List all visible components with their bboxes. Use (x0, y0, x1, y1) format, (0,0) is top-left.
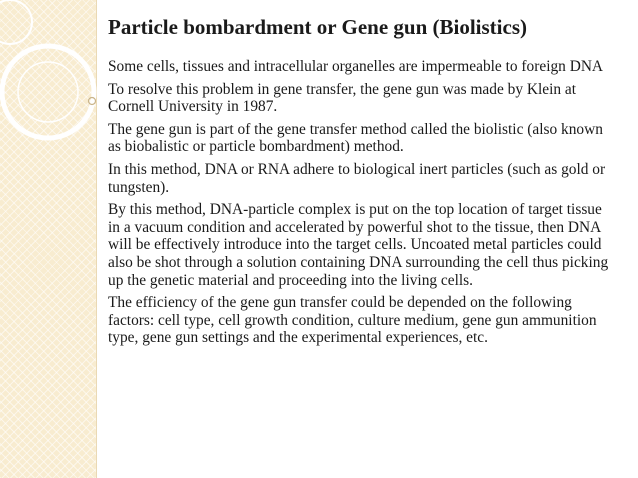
slide-body (108, 58, 616, 352)
slide-title: Particle bombardment or Gene gun (Biolistics) (108, 15, 527, 39)
decor-ring-small (0, 0, 32, 44)
paragraph-impermeable: Some cells, tissues and intracellular organelles are impermeable to foreign DNA (108, 58, 604, 75)
decor-ring-large (2, 46, 94, 138)
decor-ring-inner (18, 62, 78, 122)
paragraph-vacuum-process: By this method, DNA-particle complex is put on the top location of target tissue in a vacuum condition and accelerated by powerful shot to the tissue, then DNA will be effectively introduce into the target cells. Uncoated metal particles could also be shot through a solution containing DNA surrounding the cell thus picking up the genetic material and proceeding into the living cells. (108, 201, 609, 289)
paragraph-biolistic-method: The gene gun is part of the gene transfer method called the biolistic (also known as biobalistic or particle bombardment) method. (108, 120, 603, 156)
paragraph-efficiency-factors: The efficiency of the gene gun transfer could be depended on the following factors: cell type, cell growth condition, culture medium, gene gun ammunition type, gene gun settings and the experimental experiences, etc. (108, 294, 597, 347)
paragraph-inert-particles: In this method, DNA or RNA adhere to biological inert particles (such as gold or tungsten). (108, 160, 606, 196)
paragraph-klein-1987: To resolve this problem in gene transfer, the gene gun was made by Klein at Cornell University in 1987. (108, 80, 577, 116)
